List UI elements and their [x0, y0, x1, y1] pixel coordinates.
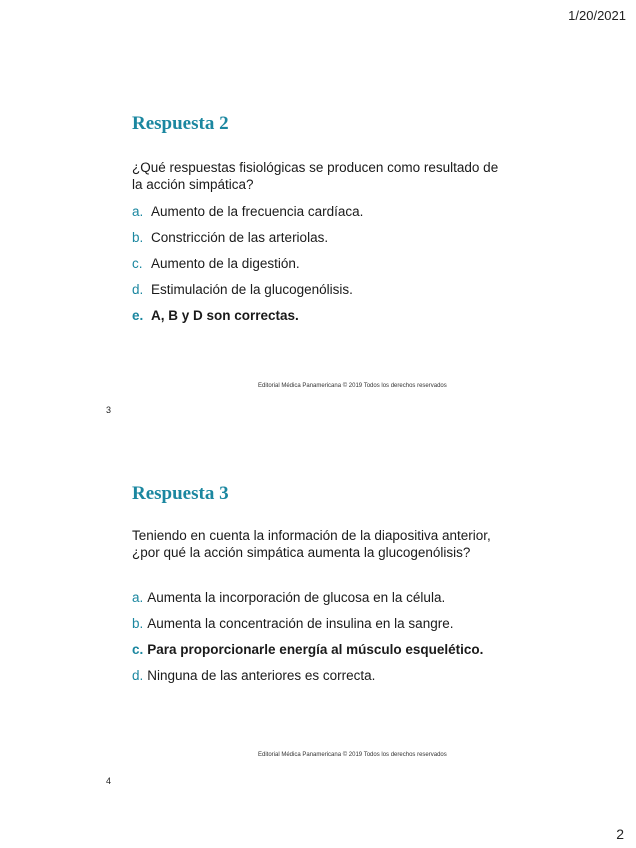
option-text: Ninguna de las anteriores es correcta. — [147, 668, 376, 683]
option-letter: a. — [132, 590, 144, 605]
option-text: Constricción de las arteriolas. — [151, 230, 329, 245]
answer-option-d — [132, 667, 483, 693]
option-text: Aumenta la concentración de insulina en la sangre. — [147, 616, 454, 631]
option-text: Aumento de la digestión. — [151, 256, 300, 271]
option-letter: d. — [132, 282, 144, 297]
copyright-footer: Editorial Médica Panamericana © 2019 Todos los derechos reservados — [258, 383, 447, 389]
page-number: 2 — [616, 826, 624, 842]
option-letter: e. — [132, 308, 144, 323]
option-text: Estimulación de la glucogenólisis. — [151, 282, 353, 297]
option-text: Aumenta la incorporación de glucosa en la célula. — [147, 590, 446, 605]
answer-option-e-correct — [132, 307, 363, 333]
answer-options — [132, 203, 363, 333]
option-letter: b. — [132, 230, 144, 245]
option-letter: b. — [132, 616, 144, 631]
slide-title: Respuesta 2 — [132, 113, 229, 134]
page-date: 1/20/2021 — [568, 8, 626, 23]
option-text: A, B y D son correctas. — [151, 308, 299, 323]
answer-option-b — [132, 615, 483, 641]
answer-option-b — [132, 229, 363, 255]
option-letter: c. — [132, 256, 143, 271]
option-letter: d. — [132, 668, 144, 683]
copyright-footer: Editorial Médica Panamericana © 2019 Todos los derechos reservados — [258, 752, 447, 758]
option-text: Para proporcionarle energía al músculo esquelético. — [147, 642, 484, 657]
slide-number: 4 — [106, 776, 112, 786]
answer-option-a — [132, 203, 363, 229]
option-letter: c. — [132, 642, 144, 657]
answer-option-c-correct — [132, 641, 483, 667]
answer-option-c — [132, 255, 363, 281]
question-text: Teniendo en cuenta la información de la diapositiva anterior, ¿por qué la acción simpática aumenta la glucogenólisis? — [132, 528, 491, 560]
slide-number: 3 — [106, 405, 112, 415]
answer-option-d — [132, 281, 363, 307]
answer-options — [132, 589, 483, 693]
slide-title: Respuesta 3 — [132, 483, 229, 504]
answer-option-a — [132, 589, 483, 615]
option-text: Aumento de la frecuencia cardíaca. — [151, 204, 364, 219]
option-letter: a. — [132, 204, 144, 219]
question-text: ¿Qué respuestas fisiológicas se producen como resultado de la acción simpática? — [132, 160, 499, 192]
